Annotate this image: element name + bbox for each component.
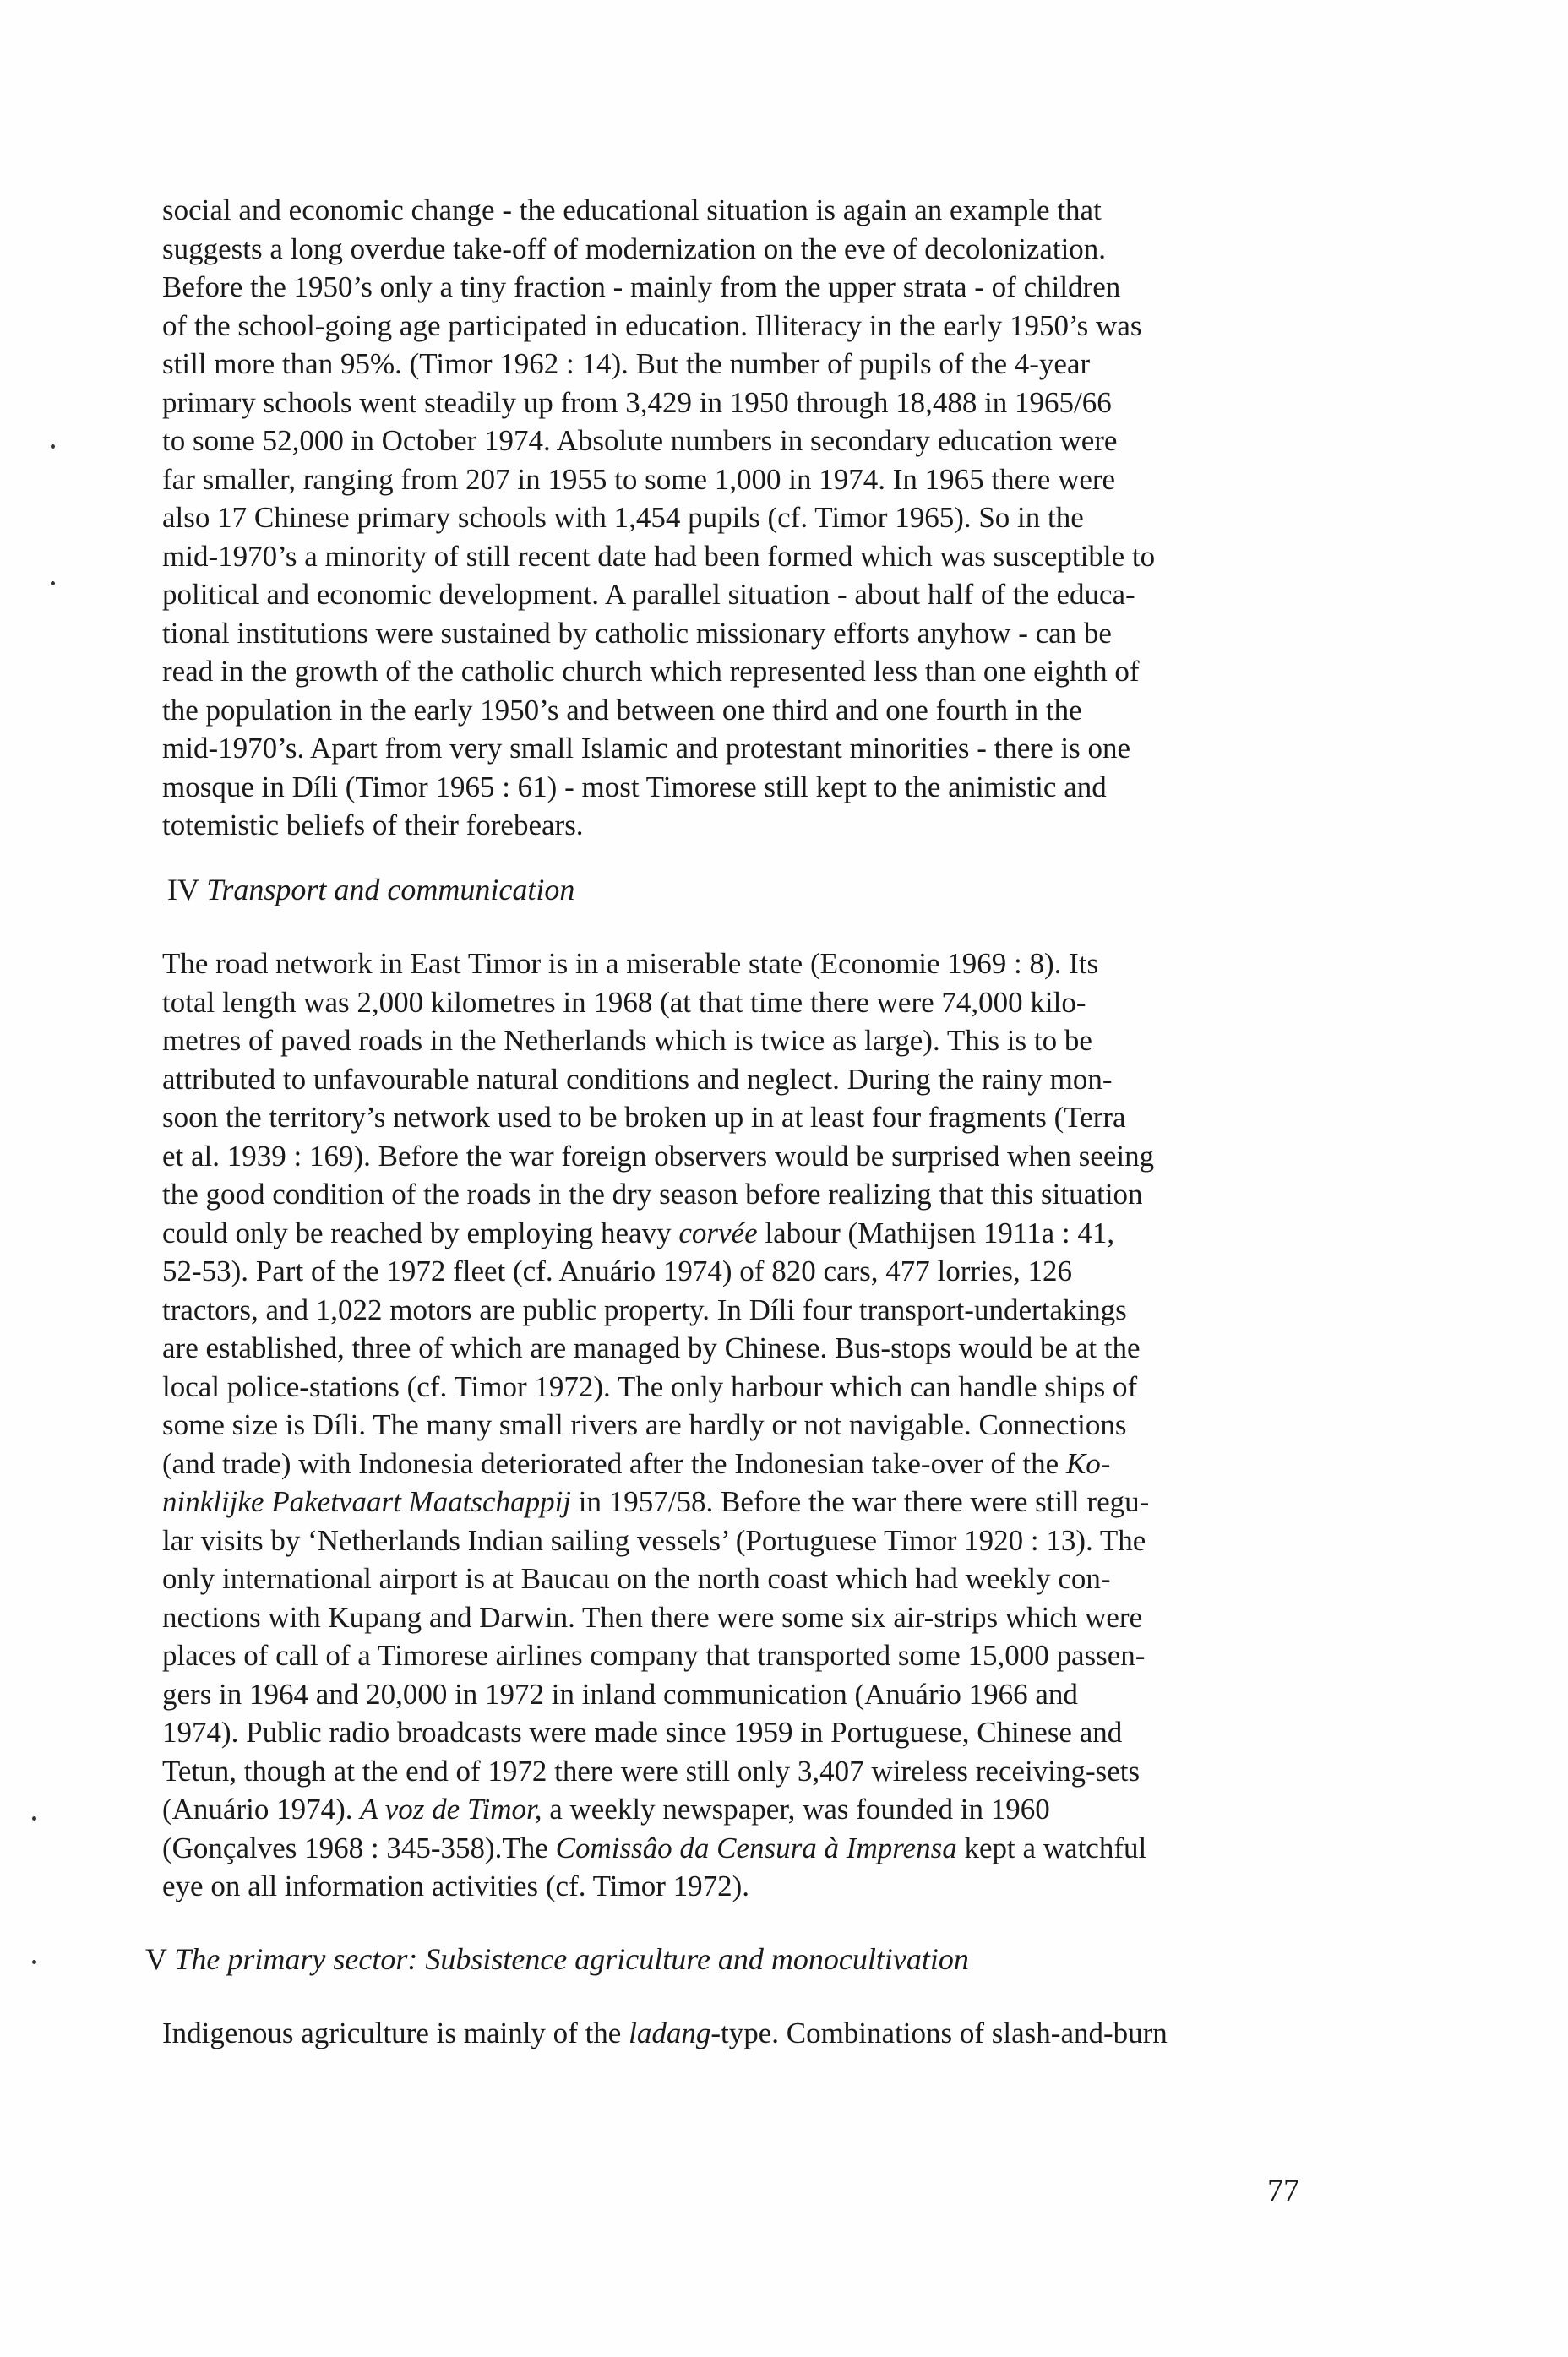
section-title: The primary sector: Subsistence agriculture and monocultivation [174,1942,969,1976]
text-run: Indigenous agriculture is mainly of the [162,2017,629,2049]
margin-mark [32,1816,36,1821]
section-title: Transport and communication [206,873,575,906]
italic-term: ladang [629,2017,711,2049]
margin-mark [51,581,55,585]
section-numeral: V [145,1942,167,1976]
paragraph-text [162,2014,1345,2053]
text-run: -type. Combinations of slash-and-burn [710,2017,1168,2049]
section-numeral: IV [167,873,199,906]
section-heading-primary-sector [145,1940,969,1979]
margin-mark [51,444,55,449]
text-run: The road network in East Timor is in a miserable state (Economie 1969 : 8). Its total length was 2,000 kilometres in 1968 (at that time there were 74,000 kilo- metres of paved roads in the Netherlands which is twice as large). This is to be attributed to unfavourable natural conditions and neglect. During the rainy mon- soon the territory’s network used to be broken up in at least four fragments (Terra et al. 1939 : 169). Before the war foreign observers would be surprised when seeing the good condition of the roads in the dry season before realizing that this situation could only be reached by employing heavy [162,947,1155,1249]
italic-term: A voz de Timor, [360,1793,542,1826]
paragraph-text [162,944,1345,1906]
margin-mark [32,1960,36,1964]
text-run: a weekly newspaper, was founded in 1960 (Gonçalves 1968 : 345-358).The [162,1793,1050,1864]
paragraph-agriculture [162,2014,1345,2053]
italic-term: Comissâo da Censura à Imprensa [555,1831,957,1864]
text-run: kept a watchful eye on all information activities (cf. Timor 1972). [162,1831,1147,1902]
text-run: in 1957/58. Before the war there were still regu- lar visits by ‘Netherlands Indian sailing vessels’ (Portuguese Timor 1920 : 13). The only international airport is at Baucau on the north coast which had weekly con- nections with Kupang and Darwin. Then there were some six air-strips which were places of call of a Timorese airlines company that transported some 15,000 passen- gers in 1964 and 20,000 in 1972 in inland communication (Anuário 1966 and 1974). Public radio broadcasts were made since 1959 in Portuguese, Chinese and Tetun, though at the end of 1972 there were still only 3,407 wireless receiving-sets (Anuário 1974). [162,1485,1150,1826]
paragraph-transport [162,944,1345,1906]
section-heading-transport [167,870,574,909]
paragraph-education [162,191,1345,845]
text-run: labour (Mathijsen 1911a : 41, 52-53). Part of the 1972 fleet (cf. Anuário 1974) of 820 cars, 477 lorries, 126 tractors, and 1,022 motors are public property. In Díli four transport-undertakings are established, three of which are managed by Chinese. Bus-stops would be at the local police-stations (cf. Timor 1972). The only harbour which can handle ships of some size is Díli. The many small rivers are hardly or not navigable. Connections (and trade) with Indonesia deteriorated after the Indonesian take-over of the [162,1216,1141,1480]
italic-term: Ko- ninklijke Paketvaart Maatschappij [162,1446,1111,1518]
page-number: 77 [1267,2173,1299,2208]
paragraph-text: social and economic change - the educational situation is again an example that suggests a long overdue take-off of modernization on the eve of decolonization. Before the 1950’s only a tiny fraction - mainly from the upper strata - of children of the school-going age participated in education. Illiteracy in the early 1950’s was still more than 95%. (Timor 1962 : 14). But the number of pupils of the 4-year primary schools went steadily up from 3,429 in 1950 through 18,488 in 1965/66 to some 52,000 in October 1974. Absolute numbers in secondary education were far smaller, ranging from 207 in 1955 to some 1,000 in 1974. In 1965 there were also 17 Chinese primary schools with 1,454 pupils (cf. Timor 1965). So in the mid-1970’s a minority of still recent date had been formed which was susceptible to political and economic development. A parallel situation - about half of the educa- tional institutions were sustained by catholic missionary efforts anyhow - can be read in the growth of the catholic church which represented less than one eighth of the population in the early 1950’s and between one third and one fourth in the mid-1970’s. Apart from very small Islamic and protestant minorities - there is one mosque in Díli (Timor 1965 : 61) - most Timorese still kept to the animistic and totemistic beliefs of their forebears. [162,193,1156,841]
italic-term: corvée [678,1216,758,1249]
